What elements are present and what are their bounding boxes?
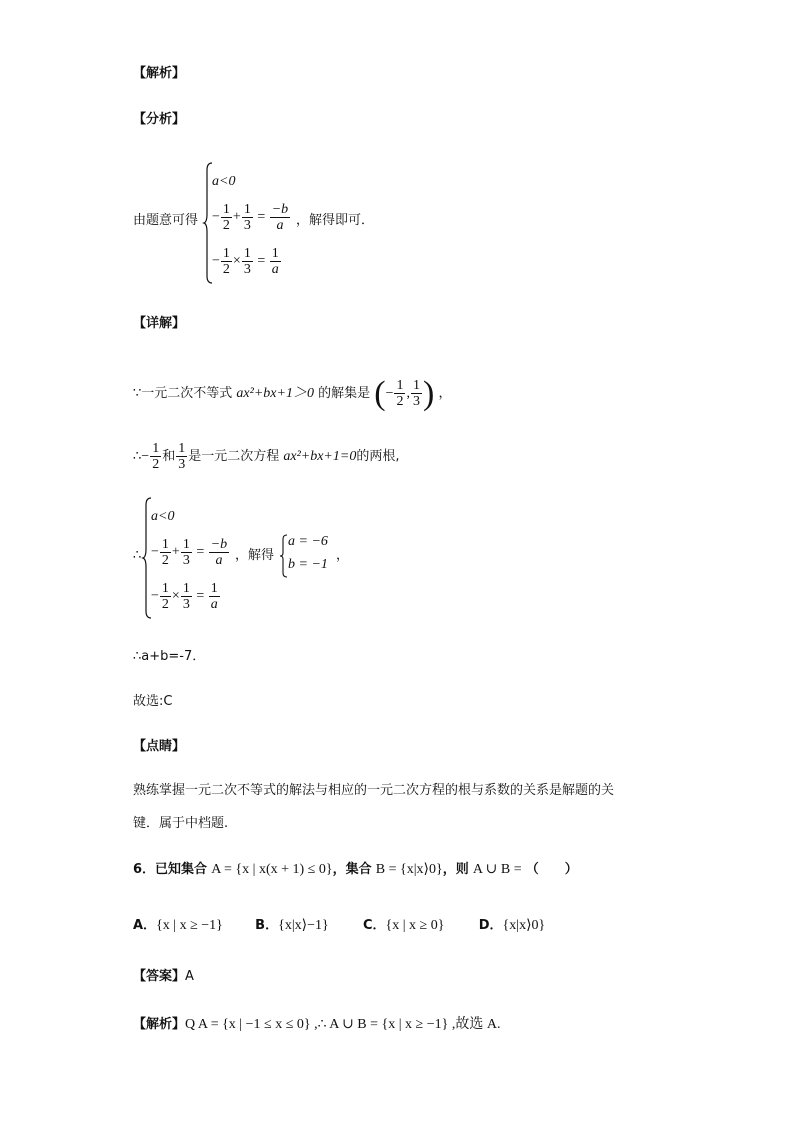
question-6: 6．已知集合 A = {x | x(x + 1) ≤ 0}，集合 B = {x|x⟩0}，则 A ∪ B = （ ）	[133, 862, 578, 877]
union-expr: A ∪ B =	[472, 862, 522, 877]
system-row-1: a<0	[151, 509, 175, 524]
question-6-options	[133, 916, 545, 936]
option-a-label: A．	[133, 918, 157, 933]
detail-solve-text: ，解得	[235, 548, 275, 563]
comment-line-1: 熟练掌握一元二次不等式的解法与相应的一元二次方程的根与系数的关系是解题的关	[133, 783, 615, 798]
option-d-label: D．	[478, 918, 503, 933]
section-heading-xiangjie: 【详解】	[133, 316, 186, 331]
option-b-label: B．	[255, 918, 279, 933]
solution-line	[133, 1015, 500, 1035]
detail-line-2: ∴− $\frac{1}{2}$ 和 $\frac{1}{3}$ 是一元二次方程 ax²+bx+1=0的两根,	[133, 441, 400, 472]
comment-line-2: 键．属于中档题.	[133, 816, 229, 831]
detail-line-4: ∴a+b=-7．	[133, 649, 206, 664]
answer-line	[133, 967, 194, 987]
option-b: {x|x⟩−1}	[278, 918, 329, 933]
option-d: {x|x⟩0}	[502, 918, 546, 933]
section-heading-jiexi: 【解析】	[133, 66, 186, 81]
answer-value: A	[185, 969, 194, 984]
option-a: {x | x ≥ −1}	[156, 918, 223, 933]
system-row-3: − $\frac{1}{2}$ × $\frac{1}{3}$ = $\frac{1}{a}$	[151, 581, 218, 612]
solution-label: 【解析】	[133, 1017, 186, 1032]
analysis-suffix: ，解得即可．	[296, 213, 375, 228]
option-c: {x | x ≥ 0}	[385, 918, 445, 933]
system-row-1: a<0	[212, 174, 236, 189]
solution-math: Q A = {x | −1 ≤ x ≤ 0} ,∴ A ∪ B = {x | x ≥ −1}	[185, 1017, 449, 1032]
section-heading-fenxi: 【分析】	[133, 112, 186, 127]
option-c-label: C．	[362, 918, 386, 933]
system-row-2: − $\frac{1}{2}$ + $\frac{1}{3}$ = $\frac{-b}{a}$	[151, 537, 228, 568]
detail-line-3-prefix: ∴	[133, 548, 142, 563]
analysis-prefix: 由题意可得	[133, 213, 199, 228]
answer-label: 【答案】	[133, 969, 186, 984]
solution-end: ,故选 A.	[448, 1017, 501, 1032]
solution-a: a = −6	[288, 534, 328, 549]
set-b: B = {x|x⟩0}	[375, 862, 443, 877]
system-row-3: − $\frac{1}{2}$ × $\frac{1}{3}$ = $\frac{1}{a}$	[212, 246, 279, 277]
system-row-2: − $\frac{1}{2}$ + $\frac{1}{3}$ = $\frac{-b}{a}$	[212, 202, 289, 233]
set-a: A = {x | x(x + 1) ≤ 0}	[211, 862, 333, 877]
detail-line-5: 故选:C	[133, 694, 173, 709]
detail-line-3-end: ，	[336, 548, 350, 563]
section-heading-dianjing: 【点睛】	[133, 739, 186, 754]
detail-line-1: ∵一元二次不等式 ax²+bx+1＞0 的解集是 (− $\frac{1}{2}$ , $\frac{1}{3}$ ) ，	[133, 374, 452, 412]
left-brace-icon	[280, 534, 288, 578]
solution-b: b = −1	[288, 557, 328, 572]
